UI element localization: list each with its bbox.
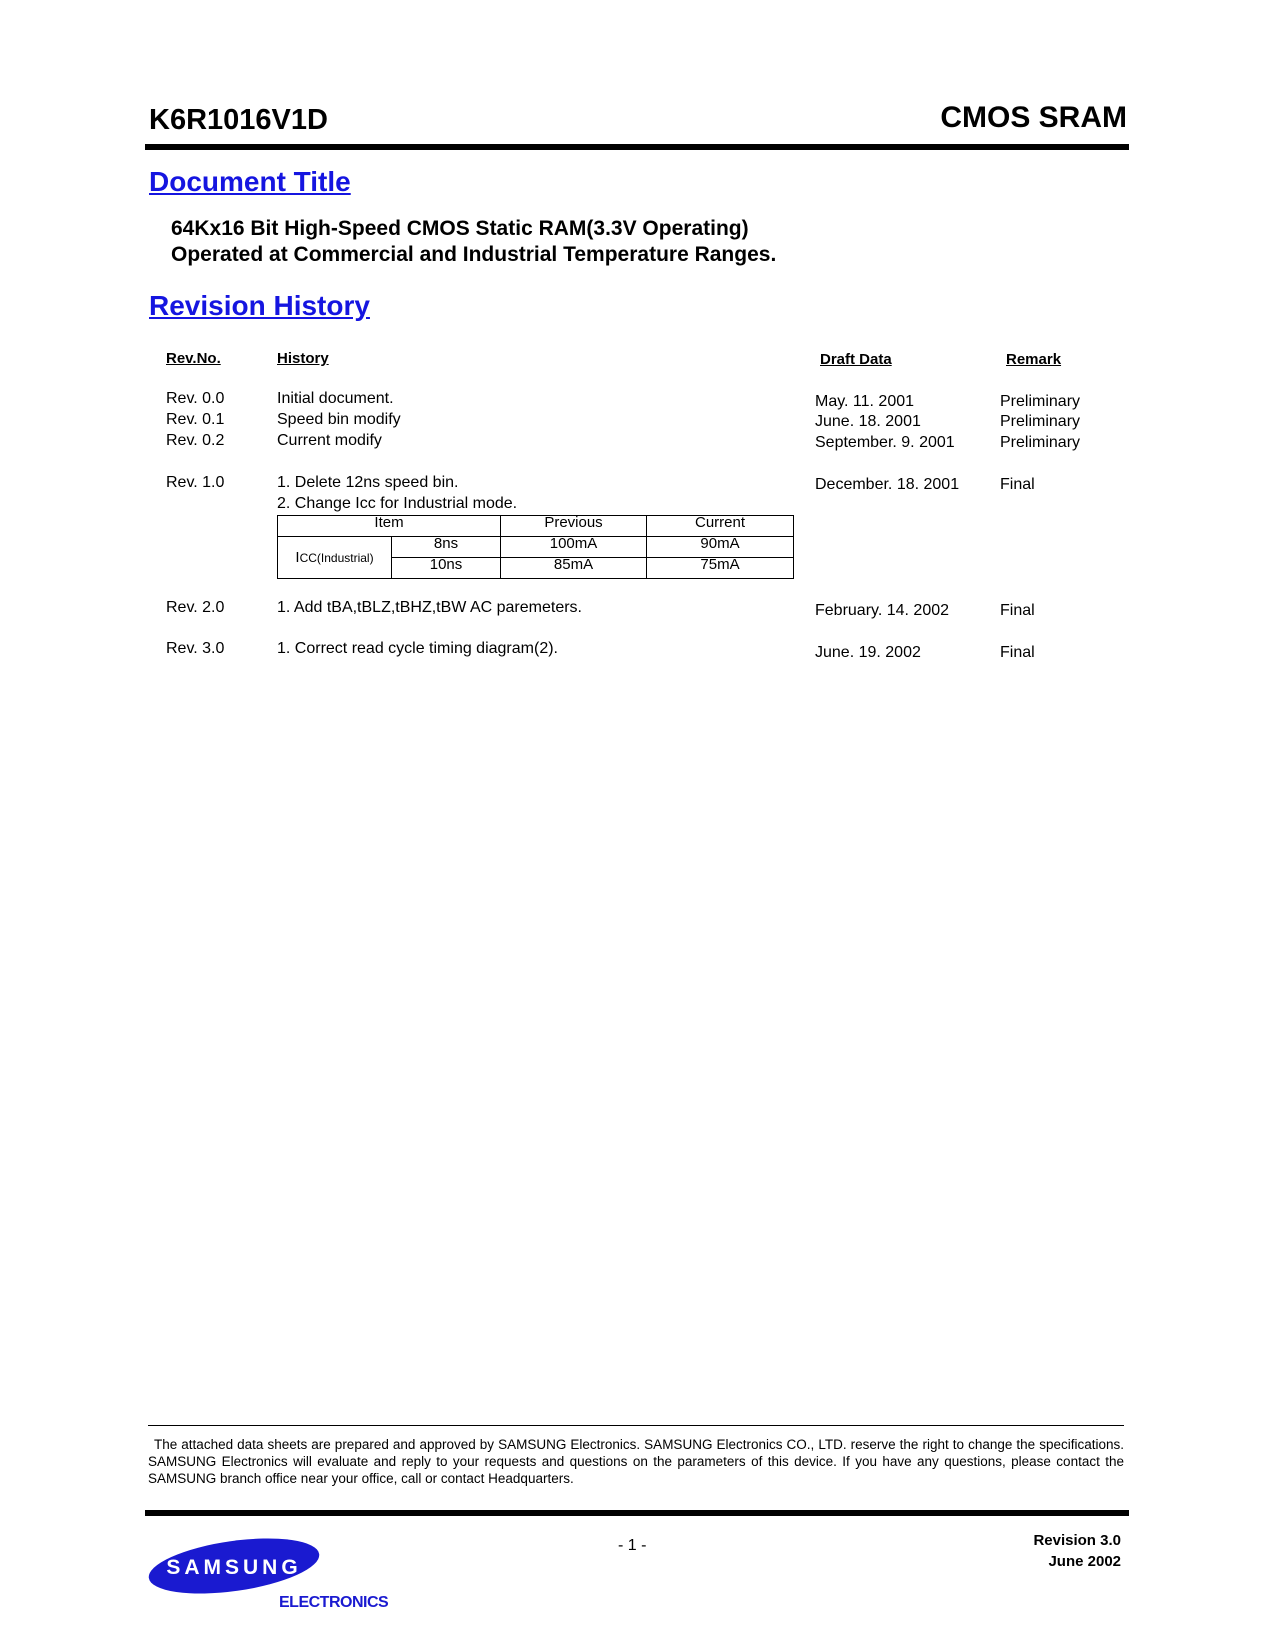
rev-history: 1. Correct read cycle timing diagram(2). [277, 640, 558, 657]
rev-number: Rev. 0.1 [166, 411, 225, 428]
rev-history: Initial document. [277, 390, 394, 407]
rev-number: Rev. 0.0 [166, 390, 225, 407]
rev-number: Rev. 2.0 [166, 599, 225, 616]
document-title-heading[interactable]: Document Title [149, 166, 351, 197]
samsung-logo [148, 1534, 320, 1603]
revision-info [1033, 1530, 1121, 1572]
col-header-remark: Remark [1006, 351, 1062, 368]
document-title-line1: 64Kx16 Bit High-Speed CMOS Static RAM(3.3V Operating) [171, 217, 749, 240]
col-header-date: Draft Data [820, 351, 892, 368]
rev-history: 2. Change Icc for Industrial mode. [277, 495, 518, 512]
revision-date: June 2002 [1048, 1553, 1121, 1570]
rev-date: December. 18. 2001 [815, 476, 960, 493]
footer-thin-rule [148, 1425, 1124, 1426]
rev-remark: Preliminary [1000, 393, 1081, 410]
rev-history: 1. Add tBA,tBLZ,tBHZ,tBW AC paremeters. [277, 599, 582, 616]
rev-number: Rev. 0.2 [166, 432, 225, 449]
rev-remark: Preliminary [1000, 434, 1081, 451]
rev-date: May. 11. 2001 [815, 393, 915, 410]
rev-remark: Preliminary [1000, 413, 1081, 430]
disclaimer-text: The attached data sheets are prepared and approved by SAMSUNG Electronics. SAMSUNG Electronics CO., LTD. reserve the right to change the specifications. SAMSUNG Electronics will evaluate and reply to your requests and questions on the parameters of this device. If you have any questions, please contact the SAMSUNG branch office near your office, call or contact Headquarters. [148, 1437, 1124, 1486]
page-number: - 1 - [618, 1537, 647, 1554]
icc-row-label [278, 537, 392, 579]
icc-header-current: Current [647, 516, 794, 537]
electronics-text: ELECTRONICS [279, 1594, 389, 1611]
icc-previous: 85mA [501, 558, 647, 579]
rev-number: Rev. 1.0 [166, 474, 225, 491]
rev-remark: Final [1000, 644, 1035, 661]
icc-label-sub: CC(Industrial) [299, 550, 374, 565]
revision-label: Revision 3.0 [1033, 1532, 1121, 1549]
icc-label-main: I [295, 548, 300, 566]
rev-date: February. 14. 2002 [815, 602, 950, 619]
header-rule [145, 144, 1129, 150]
rev-history: 1. Delete 12ns speed bin. [277, 474, 459, 491]
rev-date: June. 18. 2001 [815, 413, 921, 430]
part-number: K6R1016V1D [149, 104, 328, 136]
footer-rule [145, 1510, 1129, 1516]
icc-current: 90mA [647, 537, 794, 558]
product-type: CMOS SRAM [940, 101, 1127, 134]
col-header-rev: Rev.No. [166, 350, 221, 367]
rev-date: June. 19. 2002 [815, 644, 921, 661]
icc-previous: 100mA [501, 537, 647, 558]
rev-number: Rev. 3.0 [166, 640, 225, 657]
icc-header-previous: Previous [501, 516, 647, 537]
rev-remark: Final [1000, 602, 1035, 619]
icc-header-item: Item [278, 516, 501, 537]
icc-speed: 8ns [392, 537, 501, 558]
icc-current: 75mA [647, 558, 794, 579]
document-title-line2: Operated at Commercial and Industrial Temperature Ranges. [171, 243, 777, 266]
rev-history: Current modify [277, 432, 382, 449]
revision-history-heading[interactable]: Revision History [149, 290, 370, 321]
icc-speed: 10ns [392, 558, 501, 579]
icc-change-table [277, 515, 794, 579]
samsung-logo-text: SAMSUNG [166, 1556, 302, 1579]
rev-remark: Final [1000, 476, 1035, 493]
rev-date: September. 9. 2001 [815, 434, 955, 451]
col-header-history: History [277, 350, 329, 367]
rev-history: Speed bin modify [277, 411, 401, 428]
